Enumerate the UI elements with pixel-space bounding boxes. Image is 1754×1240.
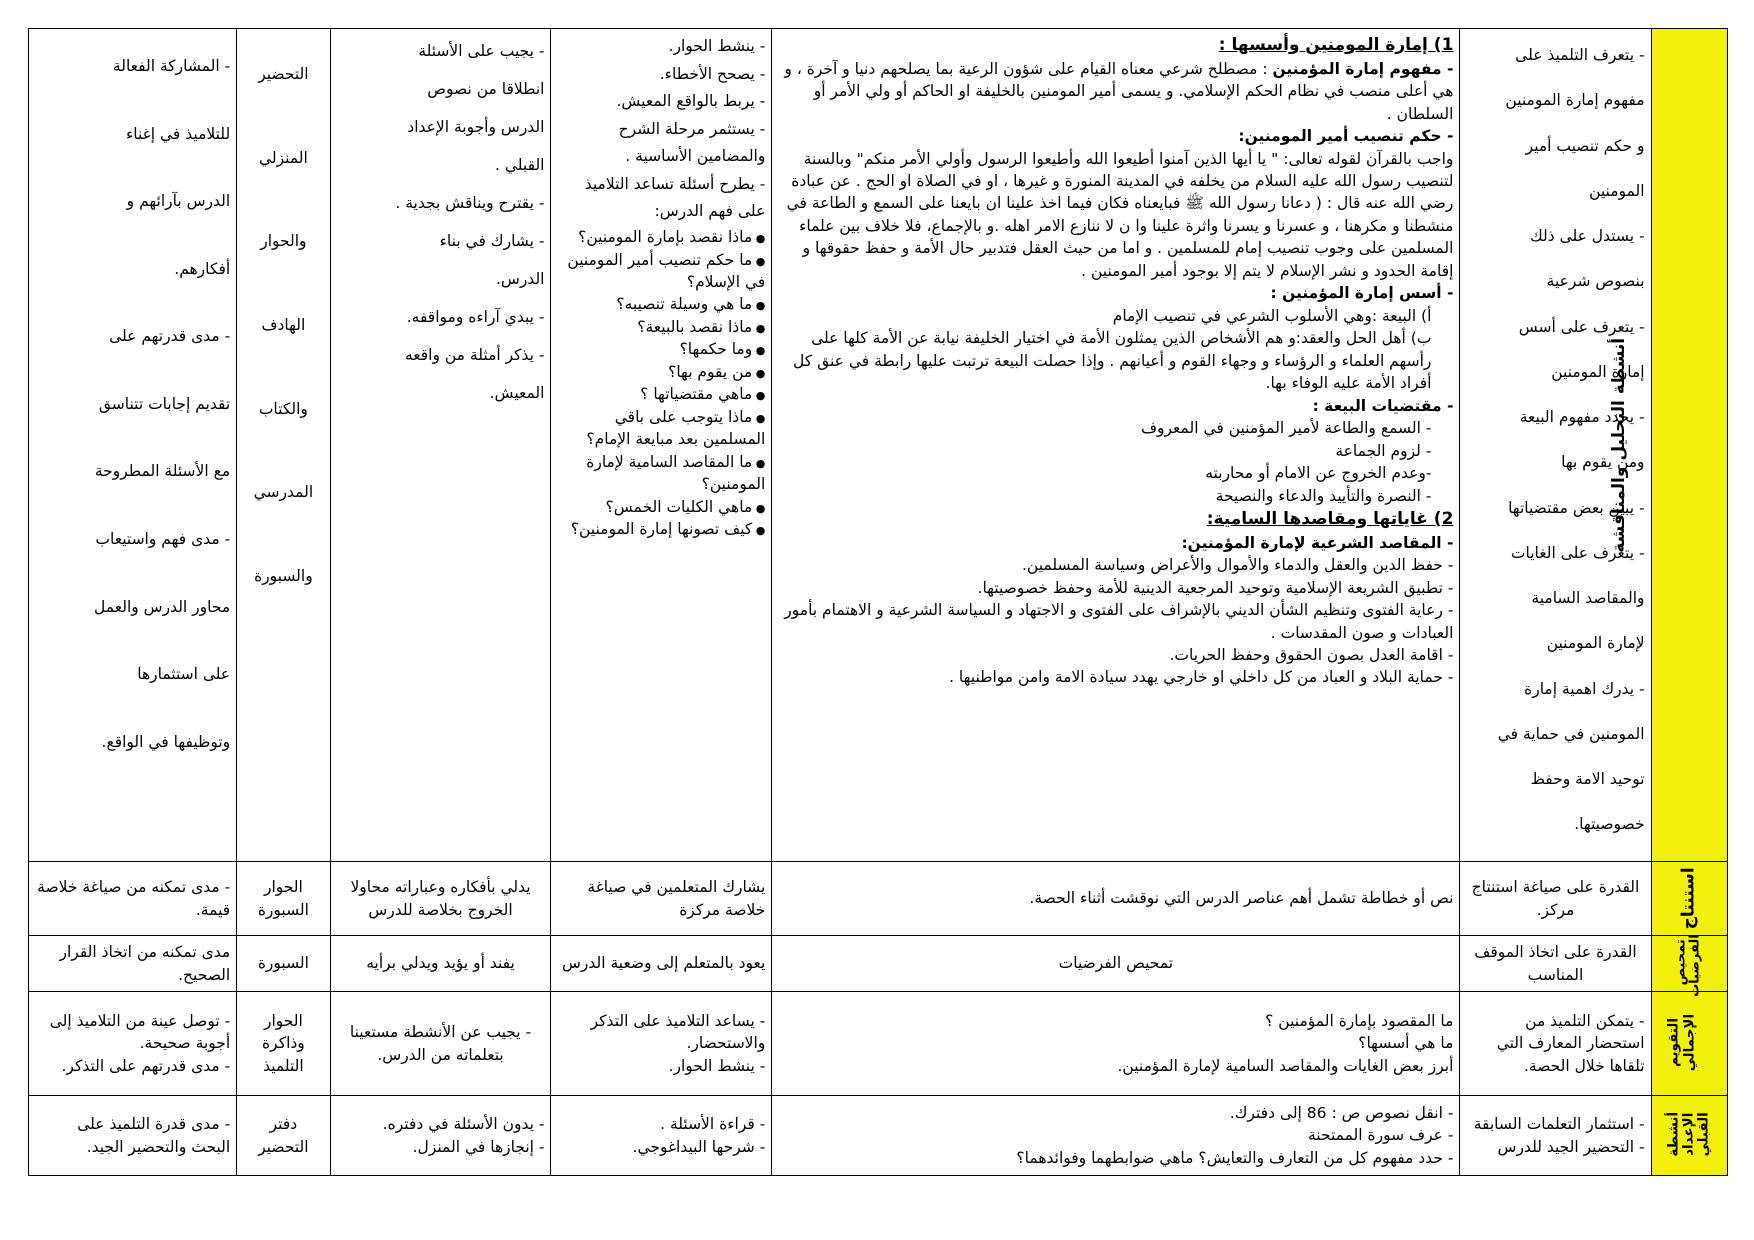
row-analysis — [29, 29, 1728, 862]
homework-task: - انقل نصوص ص : 86 إلى دفترك. — [1229, 1103, 1454, 1122]
phase-homework: أنشطة الإعداد القبلي — [1651, 1096, 1727, 1176]
learner-conclusion: يدلي بأفكاره وعباراته محاولا الخروج بخلاصة للدرس — [330, 862, 551, 936]
content-conclusion: نص أو خطاطة تشمل أهم عناصر الدرس التي نوقشت أثناء الحصة. — [772, 862, 1460, 936]
content-hypotheses: تمحيص الفرضيات — [772, 936, 1460, 992]
teacher-analysis — [551, 29, 772, 862]
requirement-item: - السمع والطاعة لأمير المؤمنين في المعروف — [1140, 419, 1432, 438]
learner-activity: - يقترح ويناقش بجدية . — [395, 193, 545, 212]
teacher-activity: - ينشط الحوار. — [668, 1056, 766, 1075]
learner-activity: - يدون الأسئلة في دفتره. — [382, 1115, 545, 1134]
learner-hypotheses: يفند أو يؤيد ويدلي برأيه — [330, 936, 551, 992]
phase-conclusion: استنتاج — [1651, 862, 1727, 936]
question-item: ● وما حكمها؟ — [557, 338, 765, 360]
objective-hypotheses: القدرة على اتخاذ الموقف المناسب — [1460, 936, 1651, 992]
teacher-hypotheses: يعود بالمتعلم إلى وضعية الدرس — [551, 936, 772, 992]
question-item: ● كيف تصونها إمارة المومنين؟ — [557, 518, 765, 540]
objective-line: مفهوم إمارة المومنين — [1505, 91, 1645, 110]
objective-line: المومنين في حماية في — [1497, 724, 1645, 743]
homework-task: - عرف سورة الممتحنة — [1307, 1126, 1454, 1145]
means-conclusion: الحوار السبورة — [237, 862, 330, 936]
teacher-assessment — [551, 992, 772, 1096]
means-item: الحوار — [263, 1011, 303, 1030]
questions-list — [557, 226, 765, 541]
learner-activity: - يبدي آراءه ومواقفه. — [406, 307, 545, 326]
means-item: التحضير — [258, 65, 309, 83]
evaluation-assessment — [29, 992, 237, 1096]
means-homework: دفتر التحضير — [237, 1096, 330, 1176]
teacher-activity: - يطرح أسئلة تساعد التلاميذ على فهم الدرس: — [584, 174, 766, 221]
objective-line: المومنين — [1589, 181, 1645, 200]
aim-item: - حماية البلاد و العباد من كل داخلي او خارجي يهدد سيادة الامة وامن مواطنيها . — [949, 668, 1454, 687]
evaluation-analysis — [29, 29, 237, 862]
row-assessment — [29, 992, 1728, 1096]
learner-activity: - يجيب على الأسئلة — [418, 42, 545, 60]
homework-task: - حدد مفهوم كل من التعارف والتعايش؟ ماهي ضوابطهما وفوائدهما؟ — [1016, 1148, 1454, 1167]
evaluation-line: على استثمارها — [137, 665, 231, 684]
objective-line: - يتعرف على أسس — [1518, 317, 1645, 336]
evaluation-line: - مدى قدرتهم على — [109, 327, 231, 346]
means-analysis — [237, 29, 330, 862]
row-homework — [29, 1096, 1728, 1176]
question-item: ● ماذا نقصد بإمارة المومنين؟ — [557, 226, 765, 248]
evaluation-homework: - مدى قدرة التلميذ على البحث والتحضير الجيد. — [29, 1096, 237, 1176]
question-item: ● ماذا يتوجب على باقي المسلمين بعد مبايعة الإمام؟ — [557, 406, 765, 451]
teacher-activities — [557, 33, 765, 226]
heading-2: 2) غاياتها ومقاصدها السامية: — [1206, 509, 1454, 530]
learner-activity: - يذكر أمثلة من واقعه — [404, 345, 545, 364]
means-item: والكتاب — [258, 399, 308, 418]
row-conclusion — [29, 862, 1728, 936]
definition: - مفهوم إمارة المؤمنين : مصطلح شرعي معناه القيام على شؤون الرعية بما يصلحهم دنيا و آخرة ، و هي أعلى منصب في نظام الحكم الإسلامي. و يسمى أمير المومنين بالخليفة او الحاكم أو ولي الأمر أو السلطان . — [784, 59, 1454, 123]
aims-list — [778, 554, 1453, 689]
means-assessment — [237, 992, 330, 1096]
objective-assessment: - يتمكن التلميذ من استحضار المعارف التي تلقاها خلال الحصة. — [1460, 992, 1651, 1096]
requirement-item: - لزوم الجماعة — [1335, 441, 1432, 460]
teacher-activity: - ينشط الحوار. — [668, 37, 766, 55]
learner-activity: - إنجازها في المنزل. — [412, 1137, 545, 1156]
content-analysis — [772, 29, 1460, 862]
means-item: وذاكرة — [262, 1034, 305, 1053]
objective-line: إمارة المومنين — [1551, 362, 1645, 381]
question-item: ● من يقوم بها؟ — [557, 361, 765, 383]
aim-item: - حفظ الدين والعقل والدماء والأموال والأعراض وسياسة المسلمين. — [1021, 556, 1454, 575]
objective-line: لإمارة المومنين — [1546, 634, 1645, 653]
aim-item: - اقامة العدل بصون الحقوق وحفظ الحريات. — [1169, 646, 1454, 664]
evaluation-line: - مدى قدرتهم على التذكر. — [61, 1056, 231, 1075]
row-hypotheses — [29, 936, 1728, 992]
requirement-item: - النصرة والتأييد والدعاء والنصيحة — [1215, 486, 1432, 505]
teacher-activity: - يساعد التلاميذ على التذكر والاستحضار. — [590, 1011, 766, 1053]
objective-line: بنصوص شرعية — [1546, 272, 1645, 291]
learner-activity: القبلي . — [495, 155, 545, 174]
objective-line: - يحدد مفهوم البيعة — [1519, 408, 1645, 426]
question-item: ● ماهي الكليات الخمس؟ — [557, 496, 765, 518]
bases-label: - أسس إمارة المؤمنين : — [1270, 284, 1454, 303]
objective-homework — [1460, 1096, 1651, 1176]
aims-label: - المقاصد الشرعية لإمارة المؤمنين: — [1181, 533, 1454, 552]
requirements-list — [778, 417, 1453, 507]
teacher-activity: - يصحح الأخطاء. — [659, 64, 766, 83]
learner-activity: الدرس وأجوبة الإعداد — [407, 117, 545, 136]
means-item: والسبورة — [254, 567, 313, 586]
objective-line: ومن يقوم بها — [1561, 453, 1645, 472]
lesson-plan-table — [28, 28, 1728, 1176]
question-item: ● ماهي مقتضياتها ؟ — [557, 383, 765, 405]
phase-analysis: أنشطة التحليل والمناقشة — [1651, 29, 1727, 862]
objective-line: - يستدل على ذلك — [1529, 227, 1645, 245]
content-homework — [772, 1096, 1460, 1176]
evaluation-line: أفكارهم. — [174, 259, 231, 278]
teacher-activity: - يربط بالواقع المعيش. — [616, 92, 766, 111]
teacher-conclusion: يشارك المتعلمين في صياغة خلاصة مركزة — [551, 862, 772, 936]
objective-line: والمقاصد السامية — [1531, 589, 1645, 607]
learner-activity: - يشارك في بناء — [439, 231, 545, 250]
requirement-item: -وعدم الخروج عن الامام أو محاربته — [1205, 464, 1432, 483]
question-item: ● ما حكم تنصيب أمير المومنين في الإسلام؟ — [557, 249, 765, 294]
objective-line: - يبين بعض مقتضياتها — [1508, 498, 1645, 517]
evaluation-line: محاور الدرس والعمل — [94, 597, 231, 616]
learner-activity: المعيش. — [489, 383, 545, 402]
evaluation-line: - المشاركة الفعالة — [112, 57, 231, 75]
bases-a: أ) البيعة :وهي الأسلوب الشرعي في تنصيب الإمام — [1112, 306, 1432, 325]
evaluation-line: تقديم إجابات تتناسق — [98, 394, 231, 413]
means-hypotheses: السبورة — [237, 936, 330, 992]
teacher-homework — [551, 1096, 772, 1176]
phase-hypotheses: تمحيص الفرضيات — [1651, 936, 1727, 992]
means-item: المنزلي — [258, 148, 308, 167]
objective-line: - يدرك اهمية إمارة — [1524, 679, 1645, 698]
teacher-activity: - شرحها البيداغوجي. — [632, 1137, 766, 1156]
learner-activity: انطلاقا من نصوص — [427, 79, 545, 98]
learner-homework — [330, 1096, 551, 1176]
objective-line: - استثمار التعلمات السابقة — [1473, 1115, 1645, 1134]
assessment-question: ما المقصود بإمارة المؤمنين ؟ — [1265, 1011, 1454, 1030]
evaluation-line: للتلاميذ في إغناء — [125, 124, 231, 143]
evaluation-conclusion: - مدى تمكنه من صياغة خلاصة قيمة. — [29, 862, 237, 936]
question-item: ● ما المقاصد السامية لإمارة المومنين؟ — [557, 451, 765, 496]
means-item: والحوار — [260, 232, 307, 251]
learner-analysis — [330, 29, 551, 862]
aim-item: - رعاية الفتوى وتنظيم الشأن الديني بالإشراف على الفتوى و الاجتهاد و السياسة الشرعية و الاهتمام بأمور العبادات و صون المقدسات . — [784, 601, 1454, 642]
evaluation-line: - توصل عينة من التلاميذ إلى أجوبة صحيحة. — [49, 1011, 231, 1053]
evaluation-line: الدرس بآرائهم و — [126, 192, 231, 211]
lesson-plan-sheet — [28, 28, 1728, 1176]
teacher-activity: - قراءة الأسئلة . — [660, 1115, 766, 1134]
learner-activity: الدرس. — [495, 269, 545, 288]
assessment-question: أبرز بعض الغايات والمقاصد السامية لإمارة المؤمنين. — [1117, 1056, 1454, 1075]
means-item: المدرسي — [253, 483, 314, 502]
question-item: ● ما هي وسيلة تنصيبه؟ — [557, 293, 765, 315]
objective-conclusion: القدرة على صياغة استنتاج مركز. — [1460, 862, 1651, 936]
ruling-text: واجب بالقرآن لقوله تعالى: " يا أيها الذين آمنوا أطيعوا الله وأطيعوا الرسول وأولي الأمر منكم" وبالسنة لتنصيب رسول الله عليه السلام من يخلفه في المدينة المنورة و غيرها ، او في الصلاة او الحج . عن عبادة رضي الله عنه قال : ( دعانا رسول الله ﷺ فبايعناه فكان فيما اخذ علينا ان بايعنا على السمع و الطاعة في منشطنا و مكرهنا ، و عسرنا و يسرنا واثرة علينا وا ن لا ننازع الامر اهله .و بالإجماع، فلا خلاف بين علماء المسلمين على وجوب تنصيب إمام للمسلمين . و اما من حيث العقل فتدبير حال الأمة و حفظ حقوقها و إقامة الحدود و نشر الإسلام لا يتم إلا بوجود أمير المومنين . — [786, 149, 1454, 280]
evaluation-line: مع الأسئلة المطروحة — [94, 462, 231, 481]
ruling-label: - حكم تنصيب أمير المومنين: — [1238, 127, 1454, 146]
means-item: التلميذ — [263, 1056, 304, 1075]
evaluation-hypotheses: مدى تمكنه من اتخاذ القرار الصحيح. — [29, 936, 237, 992]
objective-line: خصوصيتها. — [1574, 815, 1645, 834]
objective-line: - التحضير الجيد للدرس — [1497, 1137, 1645, 1156]
teacher-activity: - يستثمر مرحلة الشرح والمضامين الأساسية . — [618, 119, 766, 166]
objective-line: - يتعرف على الغايات — [1510, 543, 1645, 562]
requirements-label: - مقتضيات البيعة : — [1312, 396, 1454, 415]
content-assessment — [772, 992, 1460, 1096]
evaluation-line: وتوظيفها في الواقع. — [101, 732, 231, 751]
question-item: ● ماذا نقصد بالبيعة؟ — [557, 316, 765, 338]
aim-item: - تطبيق الشريعة الإسلامية وتوحيد المرجعية الدينية للأمة وحفظ خصوصيتها. — [977, 578, 1454, 597]
objective-line: توحيد الامة وحفظ — [1530, 770, 1645, 788]
heading-1: 1) إمارة المومنين وأسسها : — [1218, 35, 1454, 55]
phase-assessment: التقويم الإجمالي — [1651, 992, 1727, 1096]
means-item: الهادف — [261, 316, 306, 335]
objective-line: و حكم تنصيب أمير — [1525, 136, 1645, 155]
objective-line: - يتعرف التلميذ على — [1515, 46, 1645, 64]
evaluation-line: - مدى فهم واستيعاب — [95, 530, 231, 549]
assessment-question: ما هي أسسها؟ — [1358, 1034, 1454, 1053]
learner-assessment: - يجيب عن الأنشطة مستعينا بتعلماته من الدرس. — [330, 992, 551, 1096]
bases-b: ب) أهل الحل والعقد:و هم الأشخاص الذين يمثلون الأمة في اختيار الخليفة نيابة عن الأمة كلها على رأسهم العلماء و الرؤساء و وجهاء القوم و أعيانهم . وإذا حصلت البيعة ترتبت عليها رابطة في عنق كل أفراد الأمة عليه الوفاء بها. — [793, 329, 1432, 393]
